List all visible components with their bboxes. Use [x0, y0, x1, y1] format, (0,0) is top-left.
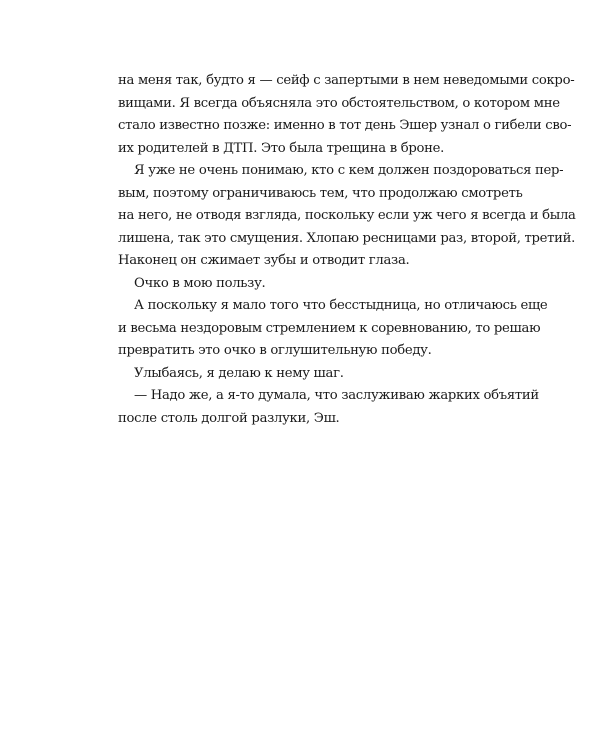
text-line: превратить это очко в оглушительную победу.: [118, 343, 432, 358]
text-line: — Надо же, а я-то думала, что заслуживаю жарких объятий: [134, 388, 539, 403]
text-line: их родителей в ДТП. Это была трещина в броне.: [118, 140, 445, 156]
text-line: и весьма нездоровым стремлением к соревнованию, то решаю: [118, 320, 541, 336]
text-line: Наконец он сжимает зубы и отводит глаза.: [118, 253, 410, 268]
text-line: на меня так, будто я — сейф с запертыми в нем неведомыми сокро-: [118, 73, 575, 88]
text-line: на него, не отводя взгляда, поскольку если уж чего я всегда и была: [118, 208, 576, 223]
body-text: [118, 70, 576, 430]
text-line: вищами. Я всегда объясняла это обстоятельством, о котором мне: [118, 95, 560, 111]
text-line: стало известно позже: именно в тот день Эшер узнал о гибели сво-: [118, 118, 572, 133]
text-line: после столь долгой разлуки, Эш.: [118, 410, 340, 426]
text-line: вым, поэтому ограничиваюсь тем, что продолжаю смотреть: [118, 185, 523, 201]
text-line: А поскольку я мало того что бесстыдница, но отличаюсь еще: [134, 298, 548, 313]
text-line: Улыбаясь, я делаю к нему шаг.: [134, 365, 344, 381]
text-line: Я уже не очень понимаю, кто с кем должен поздороваться пер-: [134, 163, 564, 178]
text-line: Очко в мою пользу.: [134, 275, 266, 291]
text-line: лишена, так это смущения. Хлопаю ресницами раз, второй, третий.: [118, 230, 576, 246]
